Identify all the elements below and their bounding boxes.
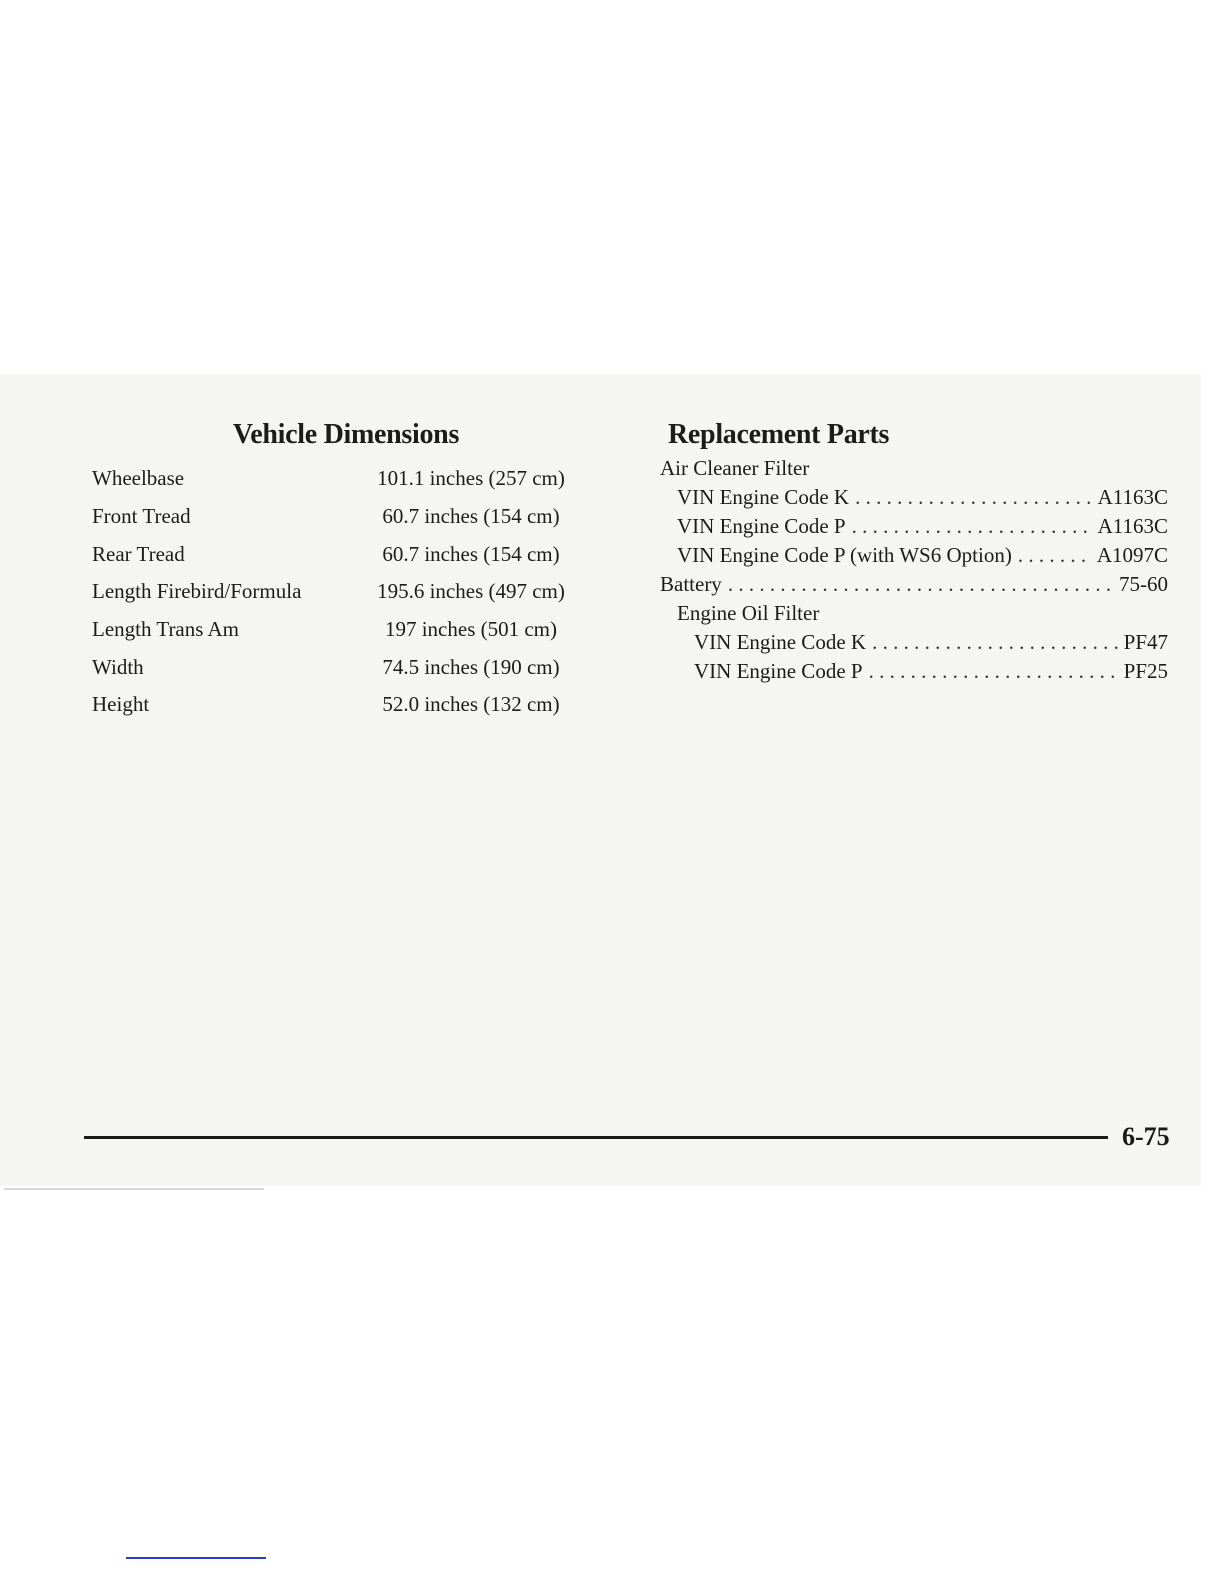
replacement-parts-section bbox=[660, 418, 1168, 686]
page-number: 6-75 bbox=[1122, 1122, 1170, 1151]
part-row bbox=[660, 570, 1168, 599]
part-label: VIN Engine Code K bbox=[677, 485, 850, 509]
part-label: VIN Engine Code P bbox=[677, 514, 846, 538]
dimension-row bbox=[92, 686, 592, 724]
vehicle-dimensions-section bbox=[92, 418, 592, 724]
dimension-row bbox=[92, 498, 592, 536]
part-row bbox=[660, 657, 1168, 686]
part-group-heading bbox=[660, 599, 1168, 628]
part-number: PF25 bbox=[1123, 659, 1168, 683]
dimension-row bbox=[92, 573, 592, 611]
dimension-label: Front Tread bbox=[92, 504, 191, 529]
dimension-value: 60.7 inches (154 cm) bbox=[382, 541, 560, 566]
dimension-label: Length Trans Am bbox=[92, 617, 240, 642]
part-number: 75-60 bbox=[1119, 572, 1168, 596]
dimension-label: Length Firebird/Formula bbox=[92, 579, 302, 604]
dot-leader bbox=[728, 570, 1113, 599]
part-row bbox=[660, 628, 1168, 657]
part-label: Battery bbox=[660, 572, 722, 596]
dimension-value: 52.0 inches (132 cm) bbox=[382, 692, 560, 717]
replacement-parts-title: Replacement Parts bbox=[668, 419, 890, 450]
part-row bbox=[660, 512, 1168, 541]
part-label: VIN Engine Code P (with WS6 Option) bbox=[677, 543, 1012, 567]
part-number: A1163C bbox=[1097, 485, 1168, 509]
link-underline[interactable] bbox=[126, 1557, 266, 1559]
dimension-label: Rear Tread bbox=[92, 541, 185, 566]
part-label: VIN Engine Code K bbox=[694, 630, 867, 654]
panel-edge-shadow bbox=[4, 1188, 264, 1190]
part-label: Engine Oil Filter bbox=[677, 601, 820, 625]
part-number: A1163C bbox=[1097, 514, 1168, 538]
dot-leader bbox=[872, 628, 1118, 657]
dimension-label: Width bbox=[92, 654, 144, 679]
part-label: VIN Engine Code P bbox=[694, 659, 863, 683]
part-row bbox=[660, 483, 1168, 512]
dot-leader bbox=[852, 512, 1092, 541]
dot-leader bbox=[855, 483, 1092, 512]
part-group-heading bbox=[660, 454, 1168, 483]
dimension-value: 195.6 inches (497 cm) bbox=[377, 579, 565, 604]
dimension-label: Height bbox=[92, 692, 150, 717]
footer-rule bbox=[84, 1136, 1108, 1139]
replacement-parts-list bbox=[660, 454, 1168, 686]
dimension-value: 197 inches (501 cm) bbox=[384, 617, 558, 642]
dimension-row bbox=[92, 460, 592, 498]
part-label: Air Cleaner Filter bbox=[660, 456, 810, 480]
vehicle-dimensions-title: Vehicle Dimensions bbox=[232, 419, 460, 450]
dot-leader bbox=[869, 657, 1118, 686]
part-number: A1097C bbox=[1096, 543, 1168, 567]
part-row bbox=[660, 541, 1168, 570]
dimension-row bbox=[92, 535, 592, 573]
dimension-label: Wheelbase bbox=[92, 466, 185, 491]
dimension-row bbox=[92, 611, 592, 649]
dimension-row bbox=[92, 648, 592, 686]
dot-leader bbox=[1018, 541, 1091, 570]
vehicle-dimensions-table bbox=[92, 460, 592, 724]
part-number: PF47 bbox=[1123, 630, 1168, 654]
dimension-value: 74.5 inches (190 cm) bbox=[382, 654, 560, 679]
dimension-value: 60.7 inches (154 cm) bbox=[382, 504, 560, 529]
dimension-value: 101.1 inches (257 cm) bbox=[377, 466, 565, 491]
